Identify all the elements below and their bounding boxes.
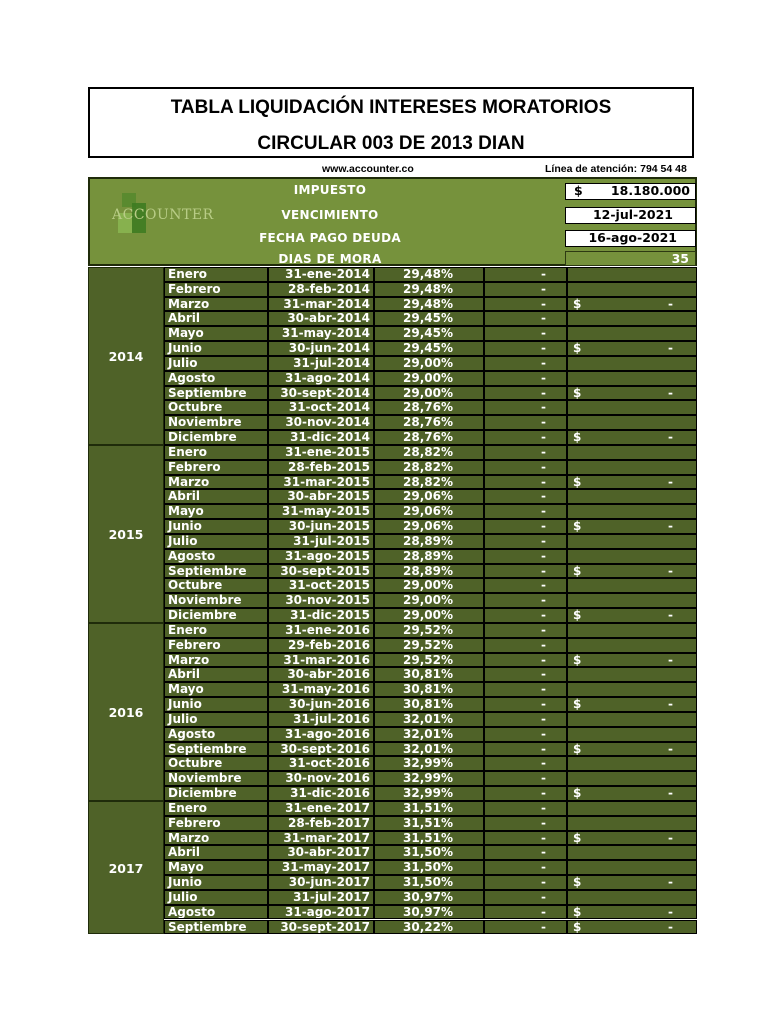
page-title: TABLA LIQUIDACIÓN INTERESES MORATORIOS — [170, 97, 612, 118]
total-cell — [567, 638, 697, 653]
date-cell: 31-oct-2016 — [268, 756, 374, 771]
total-cell — [567, 534, 697, 549]
rate-cell: 29,48% — [374, 282, 484, 297]
total-cell — [567, 282, 697, 297]
total-cell — [567, 578, 697, 593]
interest-cell: - — [484, 682, 567, 697]
month-cell: Enero — [164, 623, 268, 638]
total-currency: $ — [573, 741, 582, 756]
total-value: - — [668, 430, 673, 445]
total-cell — [567, 875, 697, 890]
date-cell: 31-mar-2015 — [268, 475, 374, 490]
total-currency: $ — [573, 608, 582, 623]
month-cell: Agosto — [164, 371, 268, 386]
dias-mora-value: 35 — [671, 251, 689, 266]
total-currency: $ — [573, 563, 582, 578]
total-cell — [567, 682, 697, 697]
date-cell: 30-jun-2014 — [268, 341, 374, 356]
total-currency: $ — [573, 296, 582, 311]
month-cell: Agosto — [164, 727, 268, 742]
month-cell: Octubre — [164, 756, 268, 771]
date-cell: 31-ago-2017 — [268, 905, 374, 920]
interest-cell: - — [484, 549, 567, 564]
fecha-pago-value: 16-ago-2021 — [588, 230, 677, 245]
rate-cell: 30,22% — [374, 920, 484, 935]
total-currency: $ — [573, 519, 582, 534]
interest-cell: - — [484, 445, 567, 460]
month-cell: Febrero — [164, 460, 268, 475]
total-value: - — [668, 830, 673, 845]
total-currency: $ — [573, 652, 582, 667]
date-cell: 31-may-2014 — [268, 326, 374, 341]
rate-cell: 29,52% — [374, 653, 484, 668]
interest-cell: - — [484, 816, 567, 831]
total-cell — [567, 667, 697, 682]
date-cell: 30-sept-2017 — [268, 920, 374, 935]
rate-cell: 28,82% — [374, 475, 484, 490]
month-cell: Mayo — [164, 682, 268, 697]
month-cell: Agosto — [164, 905, 268, 920]
interest-cell: - — [484, 386, 567, 401]
date-cell: 31-mar-2017 — [268, 831, 374, 846]
rate-cell: 30,81% — [374, 682, 484, 697]
interest-cell: - — [484, 326, 567, 341]
total-cell — [567, 771, 697, 786]
total-cell — [567, 504, 697, 519]
month-cell: Mayo — [164, 860, 268, 875]
total-cell — [567, 816, 697, 831]
total-value: - — [668, 608, 673, 623]
total-cell — [567, 400, 697, 415]
total-cell — [567, 341, 697, 356]
total-currency: $ — [573, 904, 582, 919]
total-cell — [567, 801, 697, 816]
title-box — [88, 87, 694, 158]
date-cell: 31-may-2017 — [268, 860, 374, 875]
total-value: - — [668, 341, 673, 356]
total-cell — [567, 297, 697, 312]
total-cell — [567, 786, 697, 801]
rate-cell: 32,99% — [374, 771, 484, 786]
interest-cell: - — [484, 920, 567, 935]
rate-cell: 31,51% — [374, 831, 484, 846]
dias-mora-field — [565, 251, 696, 266]
rate-cell: 30,81% — [374, 697, 484, 712]
total-cell — [567, 653, 697, 668]
date-cell: 31-ene-2014 — [268, 267, 374, 282]
rate-cell: 29,06% — [374, 519, 484, 534]
rate-cell: 28,82% — [374, 445, 484, 460]
rate-cell: 29,00% — [374, 578, 484, 593]
date-cell: 31-may-2016 — [268, 682, 374, 697]
interest-cell: - — [484, 742, 567, 757]
month-cell: Enero — [164, 445, 268, 460]
total-cell — [567, 890, 697, 905]
interest-cell: - — [484, 282, 567, 297]
month-cell: Diciembre — [164, 430, 268, 445]
rate-cell: 32,01% — [374, 727, 484, 742]
total-currency: $ — [573, 919, 582, 934]
rate-cell: 29,52% — [374, 623, 484, 638]
month-cell: Junio — [164, 697, 268, 712]
total-cell — [567, 549, 697, 564]
total-currency: $ — [573, 385, 582, 400]
interest-cell: - — [484, 890, 567, 905]
month-cell: Noviembre — [164, 593, 268, 608]
date-cell: 31-ene-2015 — [268, 445, 374, 460]
total-value: - — [668, 385, 673, 400]
total-value: - — [668, 919, 673, 934]
fecha-pago-label: FECHA PAGO DEUDA — [259, 231, 401, 245]
date-cell: 31-ago-2015 — [268, 549, 374, 564]
rate-cell: 30,97% — [374, 905, 484, 920]
date-cell: 30-sept-2014 — [268, 386, 374, 401]
month-cell: Abril — [164, 845, 268, 860]
total-cell — [567, 564, 697, 579]
date-cell: 31-jul-2017 — [268, 890, 374, 905]
interest-cell: - — [484, 653, 567, 668]
rate-cell: 29,00% — [374, 593, 484, 608]
total-cell — [567, 712, 697, 727]
interest-cell: - — [484, 860, 567, 875]
interest-cell: - — [484, 475, 567, 490]
total-currency: $ — [573, 786, 582, 801]
interest-cell: - — [484, 638, 567, 653]
interest-cell: - — [484, 356, 567, 371]
date-cell: 31-ene-2017 — [268, 801, 374, 816]
total-cell — [567, 860, 697, 875]
date-cell: 30-abr-2016 — [268, 667, 374, 682]
month-cell: Julio — [164, 890, 268, 905]
date-cell: 31-oct-2015 — [268, 578, 374, 593]
impuesto-currency: $ — [574, 183, 583, 198]
rate-cell: 31,50% — [374, 845, 484, 860]
month-cell: Marzo — [164, 297, 268, 312]
date-cell: 31-jul-2016 — [268, 712, 374, 727]
rate-cell: 29,45% — [374, 341, 484, 356]
month-cell: Julio — [164, 534, 268, 549]
month-cell: Enero — [164, 267, 268, 282]
total-cell — [567, 489, 697, 504]
total-currency: $ — [573, 474, 582, 489]
interest-cell: - — [484, 504, 567, 519]
rate-cell: 30,97% — [374, 890, 484, 905]
month-cell: Junio — [164, 875, 268, 890]
interest-cell: - — [484, 430, 567, 445]
rate-cell: 28,82% — [374, 460, 484, 475]
total-value: - — [668, 563, 673, 578]
total-cell — [567, 756, 697, 771]
interest-cell: - — [484, 771, 567, 786]
interest-cell: - — [484, 297, 567, 312]
month-cell: Septiembre — [164, 386, 268, 401]
total-cell — [567, 356, 697, 371]
vencimiento-field[interactable] — [565, 207, 696, 224]
interest-cell: - — [484, 460, 567, 475]
date-cell: 28-feb-2017 — [268, 816, 374, 831]
date-cell: 30-nov-2016 — [268, 771, 374, 786]
interest-cell: - — [484, 786, 567, 801]
rate-cell: 28,89% — [374, 564, 484, 579]
interest-cell: - — [484, 400, 567, 415]
rate-cell: 32,99% — [374, 756, 484, 771]
month-cell: Septiembre — [164, 742, 268, 757]
interest-cell: - — [484, 831, 567, 846]
interest-cell: - — [484, 667, 567, 682]
interest-cell: - — [484, 267, 567, 282]
date-cell: 28-feb-2015 — [268, 460, 374, 475]
month-cell: Julio — [164, 712, 268, 727]
interest-cell: - — [484, 311, 567, 326]
total-currency: $ — [573, 430, 582, 445]
interest-cell: - — [484, 756, 567, 771]
month-cell: Marzo — [164, 831, 268, 846]
page-subtitle: CIRCULAR 003 DE 2013 DIAN — [257, 133, 525, 154]
total-cell — [567, 623, 697, 638]
total-cell — [567, 415, 697, 430]
rate-cell: 29,45% — [374, 311, 484, 326]
date-cell: 30-abr-2015 — [268, 489, 374, 504]
dias-mora-label: DIAS DE MORA — [278, 252, 382, 266]
month-cell: Julio — [164, 356, 268, 371]
interest-cell: - — [484, 519, 567, 534]
total-cell — [567, 727, 697, 742]
interest-cell: - — [484, 697, 567, 712]
interest-cell: - — [484, 564, 567, 579]
month-cell: Abril — [164, 489, 268, 504]
rate-cell: 30,81% — [374, 667, 484, 682]
total-currency: $ — [573, 830, 582, 845]
month-cell: Octubre — [164, 578, 268, 593]
total-cell — [567, 831, 697, 846]
date-cell: 31-dic-2016 — [268, 786, 374, 801]
month-cell: Abril — [164, 311, 268, 326]
rate-cell: 32,99% — [374, 786, 484, 801]
rate-cell: 31,50% — [374, 860, 484, 875]
total-value: - — [668, 519, 673, 534]
month-cell: Enero — [164, 801, 268, 816]
month-cell: Mayo — [164, 504, 268, 519]
total-value: - — [668, 296, 673, 311]
rate-cell: 29,06% — [374, 504, 484, 519]
date-cell: 31-mar-2014 — [268, 297, 374, 312]
total-cell — [567, 845, 697, 860]
total-cell — [567, 608, 697, 623]
vencimiento-value: 12-jul-2021 — [592, 207, 673, 222]
year-cell-2016: 2016 — [88, 623, 164, 801]
total-currency: $ — [573, 697, 582, 712]
total-value: - — [668, 875, 673, 890]
month-cell: Septiembre — [164, 920, 268, 935]
month-cell: Marzo — [164, 475, 268, 490]
rate-cell: 29,45% — [374, 326, 484, 341]
month-cell: Febrero — [164, 282, 268, 297]
rate-cell: 28,76% — [374, 430, 484, 445]
interest-cell: - — [484, 489, 567, 504]
rate-cell: 32,01% — [374, 742, 484, 757]
total-cell — [567, 519, 697, 534]
rate-cell: 29,00% — [374, 608, 484, 623]
year-cell-2014: 2014 — [88, 267, 164, 445]
website-link[interactable]: www.accounter.co — [322, 163, 414, 175]
total-value: - — [668, 904, 673, 919]
interest-cell: - — [484, 608, 567, 623]
rate-cell: 29,48% — [374, 297, 484, 312]
total-cell — [567, 697, 697, 712]
rate-cell: 31,51% — [374, 816, 484, 831]
interest-cell: - — [484, 712, 567, 727]
date-cell: 28-feb-2014 — [268, 282, 374, 297]
month-cell: Junio — [164, 519, 268, 534]
total-cell — [567, 371, 697, 386]
date-cell: 31-jul-2015 — [268, 534, 374, 549]
rate-cell: 28,76% — [374, 400, 484, 415]
rate-cell: 28,89% — [374, 534, 484, 549]
rate-cell: 29,00% — [374, 356, 484, 371]
total-currency: $ — [573, 875, 582, 890]
interest-cell: - — [484, 801, 567, 816]
rate-cell: 29,00% — [374, 371, 484, 386]
date-cell: 30-abr-2014 — [268, 311, 374, 326]
date-cell: 31-ene-2016 — [268, 623, 374, 638]
total-value: - — [668, 652, 673, 667]
month-cell: Junio — [164, 341, 268, 356]
date-cell: 30-jun-2015 — [268, 519, 374, 534]
total-currency: $ — [573, 341, 582, 356]
total-value: - — [668, 474, 673, 489]
total-cell — [567, 920, 697, 935]
total-value: - — [668, 786, 673, 801]
interest-cell: - — [484, 875, 567, 890]
rate-cell: 28,76% — [374, 415, 484, 430]
month-cell: Diciembre — [164, 786, 268, 801]
total-cell — [567, 311, 697, 326]
month-cell: Octubre — [164, 400, 268, 415]
date-cell: 30-jun-2016 — [268, 697, 374, 712]
date-cell: 31-mar-2016 — [268, 653, 374, 668]
interest-cell: - — [484, 415, 567, 430]
total-cell — [567, 267, 697, 282]
interest-cell: - — [484, 341, 567, 356]
total-value: - — [668, 741, 673, 756]
date-cell: 31-ago-2016 — [268, 727, 374, 742]
logo-text: ACCOUNTER — [112, 207, 214, 223]
total-cell — [567, 593, 697, 608]
rate-cell: 29,52% — [374, 638, 484, 653]
date-cell: 31-jul-2014 — [268, 356, 374, 371]
month-cell: Mayo — [164, 326, 268, 341]
date-cell: 30-nov-2015 — [268, 593, 374, 608]
interest-cell: - — [484, 371, 567, 386]
date-cell: 29-feb-2016 — [268, 638, 374, 653]
rate-cell: 31,50% — [374, 875, 484, 890]
date-cell: 30-sept-2016 — [268, 742, 374, 757]
interest-cell: - — [484, 845, 567, 860]
phone-info: Línea de atención: 794 54 48 — [545, 163, 687, 175]
month-cell: Septiembre — [164, 564, 268, 579]
interest-cell: - — [484, 623, 567, 638]
impuesto-value: 18.180.000 — [610, 183, 690, 198]
date-cell: 31-ago-2014 — [268, 371, 374, 386]
total-cell — [567, 460, 697, 475]
interest-cell: - — [484, 578, 567, 593]
interest-cell: - — [484, 593, 567, 608]
month-cell: Noviembre — [164, 771, 268, 786]
date-cell: 31-may-2015 — [268, 504, 374, 519]
total-cell — [567, 445, 697, 460]
accounter-logo-icon — [112, 193, 216, 241]
rate-cell: 31,51% — [374, 801, 484, 816]
year-cell-2015: 2015 — [88, 445, 164, 623]
fecha-pago-field[interactable] — [565, 230, 696, 247]
interest-cell: - — [484, 727, 567, 742]
rate-cell: 29,06% — [374, 489, 484, 504]
year-cell-2017: 2017 — [88, 801, 164, 934]
interest-cell: - — [484, 905, 567, 920]
vencimiento-label: VENCIMIENTO — [281, 208, 379, 222]
rate-cell: 32,01% — [374, 712, 484, 727]
interest-cell: - — [484, 534, 567, 549]
total-cell — [567, 742, 697, 757]
month-cell: Abril — [164, 667, 268, 682]
date-cell: 30-jun-2017 — [268, 875, 374, 890]
month-cell: Febrero — [164, 816, 268, 831]
impuesto-field[interactable] — [565, 183, 696, 200]
rate-cell: 28,89% — [374, 549, 484, 564]
total-value: - — [668, 697, 673, 712]
total-cell — [567, 905, 697, 920]
month-cell: Noviembre — [164, 415, 268, 430]
impuesto-label: IMPUESTO — [293, 183, 367, 197]
date-cell: 30-nov-2014 — [268, 415, 374, 430]
month-cell: Febrero — [164, 638, 268, 653]
rate-cell: 29,48% — [374, 267, 484, 282]
month-cell: Marzo — [164, 653, 268, 668]
rate-cell: 29,00% — [374, 386, 484, 401]
total-cell — [567, 430, 697, 445]
date-cell: 30-abr-2017 — [268, 845, 374, 860]
month-cell: Diciembre — [164, 608, 268, 623]
total-cell — [567, 475, 697, 490]
date-cell: 31-dic-2014 — [268, 430, 374, 445]
total-cell — [567, 326, 697, 341]
date-cell: 31-dic-2015 — [268, 608, 374, 623]
date-cell: 31-oct-2014 — [268, 400, 374, 415]
total-cell — [567, 386, 697, 401]
month-cell: Agosto — [164, 549, 268, 564]
date-cell: 30-sept-2015 — [268, 564, 374, 579]
